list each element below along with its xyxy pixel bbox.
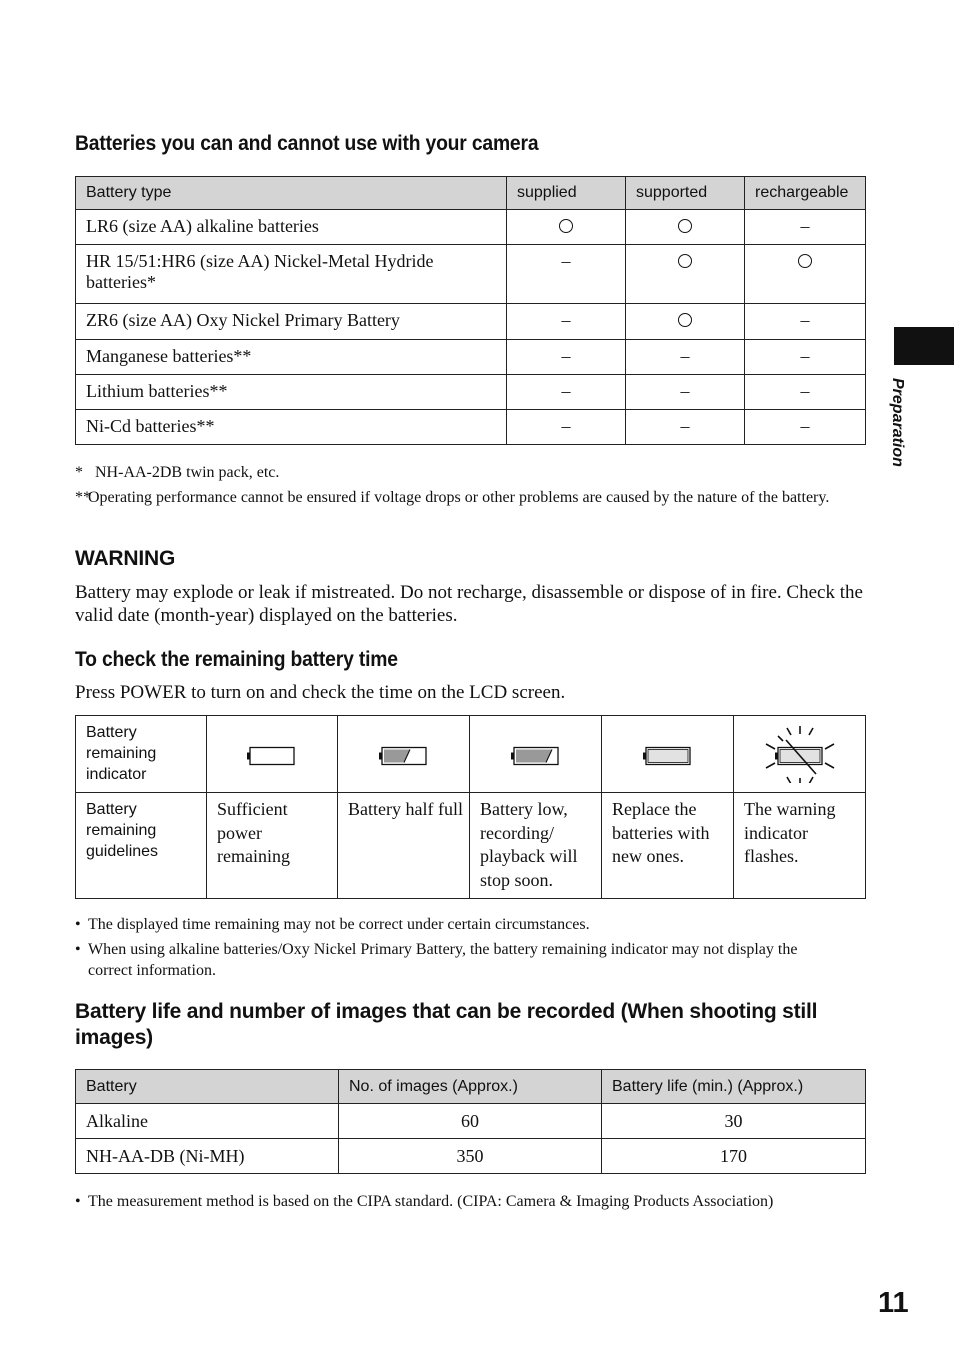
column-header: Battery type (76, 177, 507, 210)
supported-cell (626, 245, 745, 304)
battery-warning-icon (755, 719, 845, 783)
row-label: Battery remaining guidelines (76, 793, 207, 899)
supported-cell: – (626, 375, 745, 410)
side-tab-marker (894, 327, 954, 365)
table-row (76, 304, 866, 340)
supplied-cell: – (507, 340, 626, 375)
guideline-cell: The warning indicator flashes. (734, 793, 866, 899)
section-intro: Press POWER to turn on and check the time on the LCD screen. (75, 682, 566, 703)
table-row (76, 210, 866, 245)
table-header-row (76, 1070, 866, 1104)
indicator-cell (602, 716, 734, 793)
supported-cell: – (626, 340, 745, 375)
footnote-1: * NH-AA-2DB twin pack, etc. (75, 464, 280, 481)
supplied-cell: – (507, 304, 626, 340)
circle-icon (798, 254, 812, 268)
battery-type-cell: ZR6 (size AA) Oxy Nickel Primary Battery (76, 304, 507, 340)
life-cell: 170 (602, 1139, 866, 1174)
battery-types-table (75, 176, 866, 445)
battery-indicator-table (75, 715, 866, 899)
supplied-cell (507, 210, 626, 245)
guideline-cell: Sufficient power remaining (207, 793, 338, 899)
rechargeable-cell (745, 245, 866, 304)
battery-type-cell: Ni-Cd batteries** (76, 410, 507, 445)
section-heading-batteries: Batteries you can and cannot use with your camera (75, 132, 539, 155)
battery-full-icon (227, 719, 317, 783)
column-header: rechargeable (745, 177, 866, 210)
column-header: supplied (507, 177, 626, 210)
guideline-cell: Battery low, recording/ playback will stop soon. (470, 793, 602, 899)
battery-type-cell: LR6 (size AA) alkaline batteries (76, 210, 507, 245)
table-row (76, 340, 866, 375)
section-heading-check-time: To check the remaining battery time (75, 648, 398, 671)
guideline-cell: Replace the batteries with new ones. (602, 793, 734, 899)
battery-life-table (75, 1069, 866, 1174)
footnote-2-text: Operating performance cannot be ensured if voltage drops or other problems are caused by the nature of the battery. (88, 489, 830, 506)
images-cell: 60 (339, 1104, 602, 1139)
page-number: 11 (878, 1287, 909, 1319)
table-row (76, 410, 866, 445)
rechargeable-cell: – (745, 340, 866, 375)
rechargeable-cell: – (745, 210, 866, 245)
section-heading-battery-life: Battery life and number of images that can be recorded (When shooting still images) (75, 1000, 818, 1049)
table-header-row (76, 177, 866, 210)
table-row (76, 245, 866, 304)
column-header: supported (626, 177, 745, 210)
battery-type-cell: Lithium batteries** (76, 375, 507, 410)
table-row (76, 1104, 866, 1139)
circle-icon (678, 313, 692, 327)
side-tab-label: Preparation (889, 378, 906, 467)
circle-icon (678, 219, 692, 233)
table-row (76, 375, 866, 410)
battery-low-icon (491, 719, 581, 783)
battery-half-icon (359, 719, 449, 783)
circle-icon (678, 254, 692, 268)
rechargeable-cell: – (745, 375, 866, 410)
supported-cell: – (626, 410, 745, 445)
indicator-cell (734, 716, 866, 793)
supported-cell (626, 210, 745, 245)
battery-type-cell: HR 15/51:HR6 (size AA) Nickel-Metal Hydride batteries* (76, 245, 507, 304)
indicator-row (76, 716, 866, 793)
rechargeable-cell: – (745, 304, 866, 340)
warning-text: Battery may explode or leak if mistreated. Do not recharge, disassemble or dispose of in fire. Check the valid date (month-year) displayed on the batteries. (75, 582, 863, 626)
indicator-cell (338, 716, 470, 793)
circle-icon (559, 219, 573, 233)
battery-cell: NH-AA-DB (Ni-MH) (76, 1139, 339, 1174)
images-cell: 350 (339, 1139, 602, 1174)
table-row (76, 1139, 866, 1174)
battery-empty-icon (623, 719, 713, 783)
battery-type-cell: Manganese batteries** (76, 340, 507, 375)
supported-cell (626, 304, 745, 340)
column-header: Battery life (min.) (Approx.) (602, 1070, 866, 1104)
column-header: No. of images (Approx.) (339, 1070, 602, 1104)
indicator-cell (207, 716, 338, 793)
warning-heading: WARNING (75, 547, 176, 570)
supplied-cell: – (507, 375, 626, 410)
battery-cell: Alkaline (76, 1104, 339, 1139)
life-cell: 30 (602, 1104, 866, 1139)
rechargeable-cell: – (745, 410, 866, 445)
footnote-2: ** Operating performance cannot be ensured if voltage drops or other problems are caused by the nature of the battery. (75, 487, 865, 508)
indicator-cell (470, 716, 602, 793)
guideline-cell: Battery half full (338, 793, 470, 899)
row-label: Battery remaining indicator (76, 716, 207, 793)
guideline-row (76, 793, 866, 899)
column-header: Battery (76, 1070, 339, 1104)
supplied-cell: – (507, 245, 626, 304)
supplied-cell: – (507, 410, 626, 445)
